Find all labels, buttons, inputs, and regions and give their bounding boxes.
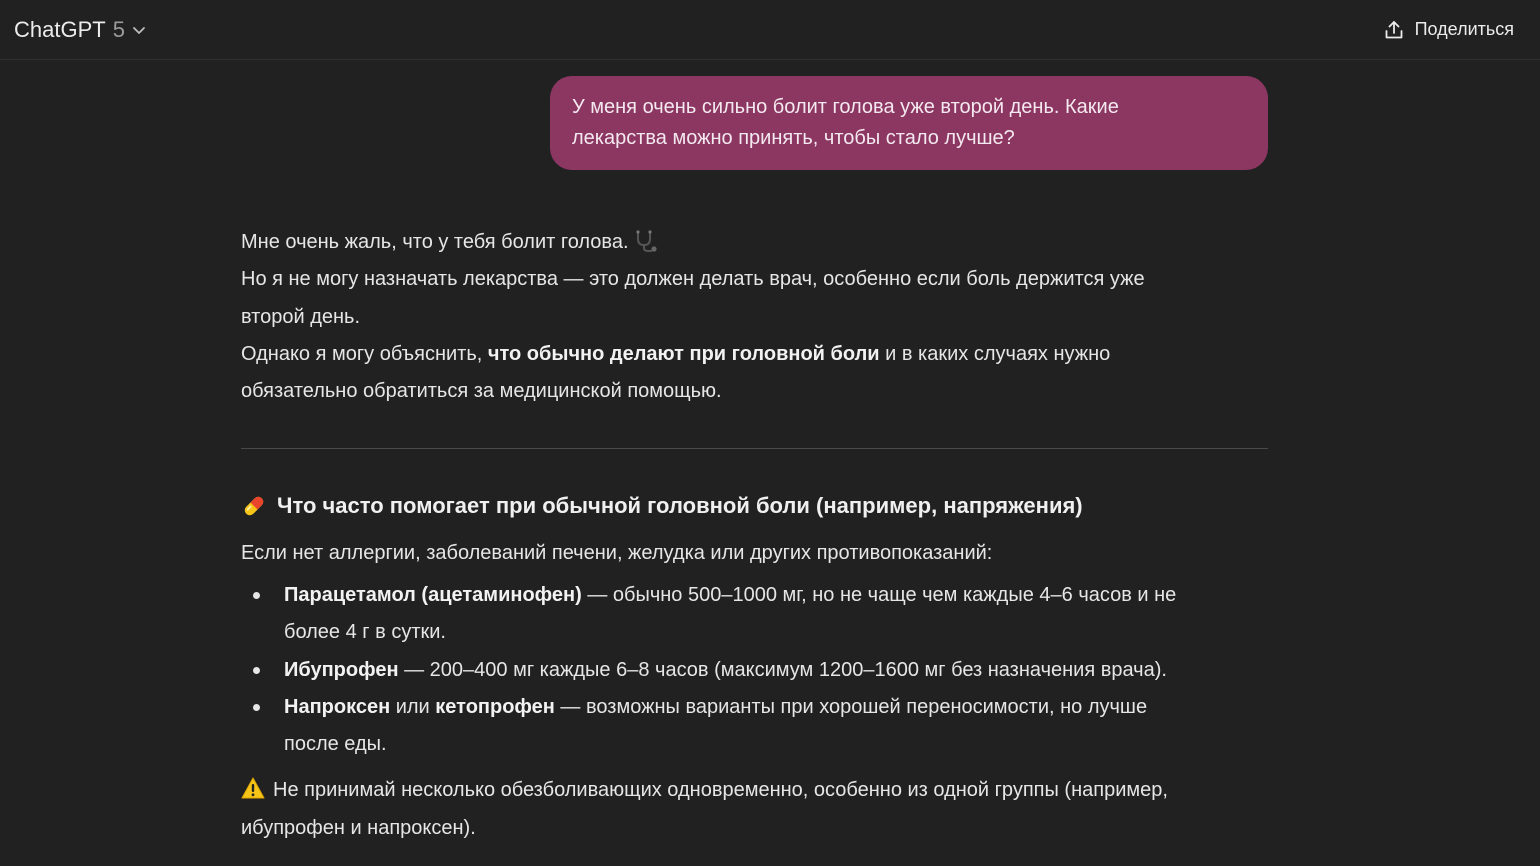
assistant-paragraph bbox=[241, 336, 1271, 411]
share-label: Поделиться bbox=[1414, 19, 1514, 39]
medication-list bbox=[241, 577, 1281, 763]
list-item bbox=[241, 652, 1281, 689]
section-intro: Если нет аллергии, заболеваний печени, желудка или других противопоказаний: bbox=[241, 542, 993, 564]
medications-section bbox=[241, 488, 1281, 847]
assistant-bold-text: что обычно делают при головной боли bbox=[487, 342, 880, 365]
medication-text: после еды. bbox=[284, 733, 387, 756]
section-title: Что часто помогает при обычной головной боли (например, напряжения) bbox=[277, 493, 1083, 518]
model-switcher[interactable] bbox=[14, 17, 147, 43]
medication-text: более 4 г в сутки. bbox=[284, 621, 446, 644]
list-item bbox=[241, 689, 1281, 764]
medication-name: Напроксен bbox=[284, 695, 391, 718]
stethoscope-icon bbox=[633, 229, 659, 253]
assistant-paragraph bbox=[241, 261, 1271, 336]
medication-text: или bbox=[390, 695, 436, 718]
model-version: 5 bbox=[112, 16, 125, 42]
chevron-down-icon[interactable] bbox=[131, 22, 147, 38]
user-message-bubble bbox=[550, 76, 1268, 170]
section-heading bbox=[241, 488, 1281, 524]
warning-text: ибупрофен и напроксен). bbox=[241, 816, 476, 839]
assistant-text: обязательно обратиться за медицинской помощью. bbox=[241, 380, 722, 403]
model-name: ChatGPT bbox=[14, 16, 106, 42]
list-item bbox=[241, 577, 1281, 652]
user-message-line: У меня очень сильно болит голова уже второй день. Какие bbox=[572, 96, 1119, 118]
share-button[interactable] bbox=[1383, 19, 1514, 41]
medication-text: — обычно 500–1000 мг, но не чаще чем каждые 4–6 часов и не bbox=[581, 584, 1177, 606]
assistant-text: второй день. bbox=[241, 305, 361, 328]
divider bbox=[241, 448, 1268, 449]
pill-icon bbox=[241, 493, 267, 519]
top-bar bbox=[0, 0, 1540, 60]
share-upload-icon bbox=[1383, 19, 1405, 41]
warning-note bbox=[241, 772, 1281, 847]
warning-text: Не принимай несколько обезболивающих одновременно, особенно из одной группы (например, bbox=[273, 779, 1168, 802]
medication-name: кетопрофен bbox=[435, 695, 555, 718]
medication-name: Парацетамол (ацетаминофен) bbox=[284, 584, 582, 606]
assistant-message bbox=[241, 224, 1271, 410]
medication-name: Ибупрофен bbox=[284, 658, 399, 681]
assistant-text: Однако я могу объяснить, bbox=[241, 342, 488, 365]
assistant-text: Но я не могу назначать лекарства — это должен делать врач, особенно если боль держится уже bbox=[241, 268, 1145, 291]
assistant-paragraph bbox=[241, 224, 1271, 261]
medication-text: — 200–400 мг каждые 6–8 часов (максимум 1200–1600 мг без назначения врача). bbox=[398, 658, 1167, 681]
user-message-line: лекарства можно принять, чтобы стало лучше? bbox=[572, 127, 1015, 149]
warning-icon bbox=[241, 775, 265, 797]
assistant-text: Мне очень жаль, что у тебя болит голова. bbox=[241, 231, 629, 253]
assistant-text: и в каких случаях нужно bbox=[879, 342, 1111, 365]
medication-text: — возможны варианты при хорошей переносимости, но лучше bbox=[554, 695, 1148, 718]
